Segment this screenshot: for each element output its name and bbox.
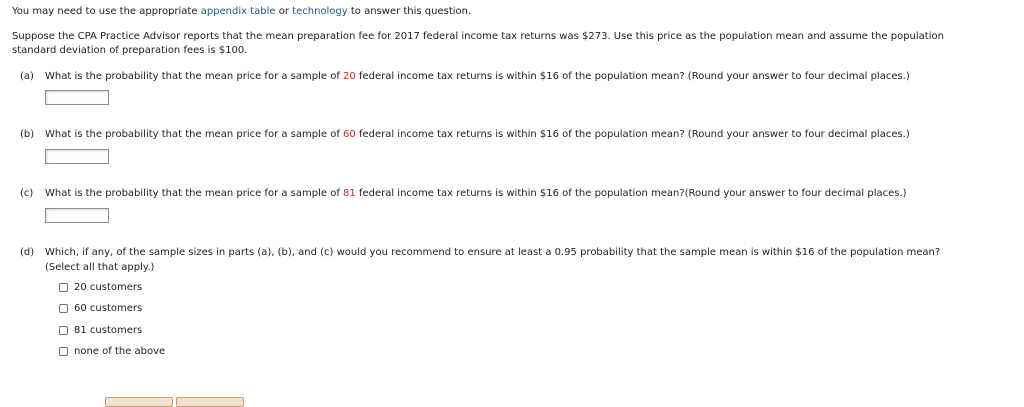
part-d-question-line2: (Select all that apply.) [45,262,155,273]
problem-statement-line1: Suppose the CPA Practice Advisor reports that the mean preparation fee for 2017 federal income tax returns was $273. Use this price as the population mean and assume the population [12,31,944,42]
part-a-label: (a) [20,71,34,82]
appendix-table-link[interactable]: appendix table [200,6,276,17]
part-b-answer-input[interactable] [45,149,109,164]
option-label: 81 customers [74,325,143,336]
option-label: none of the above [74,346,166,357]
part-b-question [45,129,910,140]
checkbox[interactable] [59,347,68,356]
part-a-question [45,71,910,82]
part-c-sample-size: 81 [343,188,356,199]
part-c-answer-input[interactable] [45,208,109,223]
part-a-question-post: federal income tax returns is within $16 of the population mean? (Round your answer to four decimal places.) [355,71,910,82]
footer-button-left[interactable] [105,397,173,407]
instruction-suffix: to answer this question. [347,6,472,17]
part-c-label: (c) [20,188,34,199]
checkbox[interactable] [59,283,68,292]
checkbox[interactable] [59,326,68,335]
part-b-sample-size: 60 [343,129,356,140]
part-b-question-pre: What is the probability that the mean price for a sample of [45,129,344,140]
part-b-question-post: federal income tax returns is within $16 of the population mean? (Round your answer to four decimal places.) [355,129,910,140]
part-a-sample-size: 20 [343,71,356,82]
option-81-customers[interactable] [59,325,142,336]
option-label: 60 customers [74,303,143,314]
problem-statement-line2: standard deviation of preparation fees is $100. [12,45,248,56]
instruction-text [12,6,471,17]
checkbox[interactable] [59,304,68,313]
option-60-customers[interactable] [59,303,142,314]
part-d-label: (d) [20,247,35,258]
technology-link[interactable]: technology [292,6,348,17]
part-c-question-pre: What is the probability that the mean price for a sample of [45,188,344,199]
footer-button-right[interactable] [176,397,244,407]
part-d-question-line1: Which, if any, of the sample sizes in parts (a), (b), and (c) would you recommend to ensure at least a 0.95 probability that the sample mean is within $16 of the population mean? [45,247,941,258]
part-a-question-pre: What is the probability that the mean price for a sample of [45,71,344,82]
option-20-customers[interactable] [59,282,142,293]
instruction-prefix: You may need to use the appropriate [12,6,201,17]
part-a-answer-input[interactable] [45,90,109,105]
option-none-of-the-above[interactable] [59,346,165,357]
part-c-question-post: federal income tax returns is within $16 of the population mean?(Round your answer to four decimal places.) [355,188,907,199]
option-label: 20 customers [74,282,143,293]
part-b-label: (b) [20,129,35,140]
instruction-mid: or [275,6,293,17]
part-c-question [45,188,907,199]
